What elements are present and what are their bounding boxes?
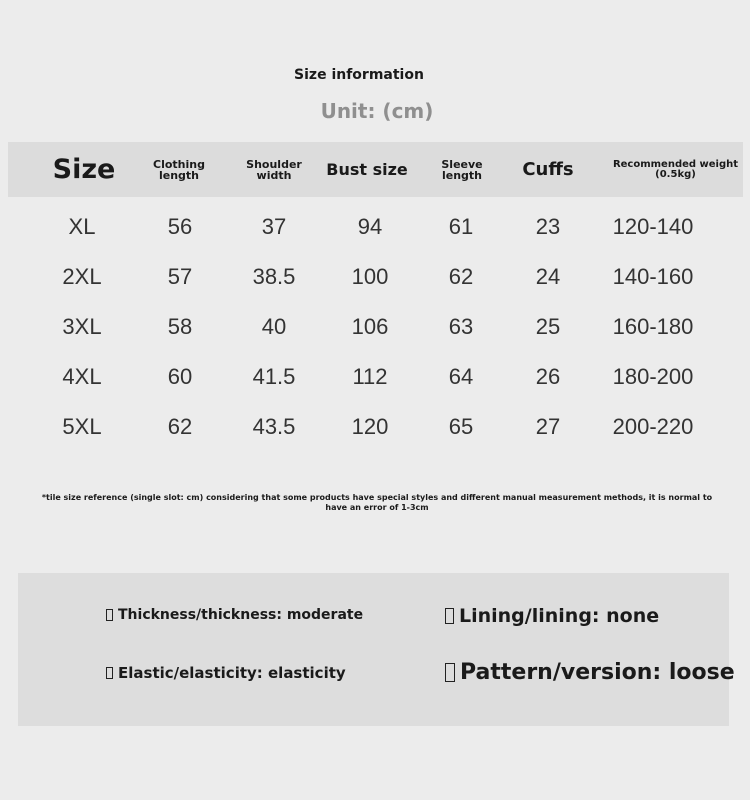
table-row (0, 412, 750, 442)
cell-cuffs: 26 (535, 364, 561, 389)
cell-recommended-weight: 160-180 (612, 314, 694, 339)
cell-sleeve-length: 65 (448, 414, 474, 439)
table-row (0, 212, 750, 242)
unit-label: Unit: (cm) (320, 99, 434, 123)
page-title: Size information (294, 67, 424, 83)
cell-recommended-weight: 180-200 (612, 364, 694, 389)
feature-pattern-label: Pattern/version: loose (460, 660, 735, 685)
header-recommended-weight-label: Recommended weight (612, 158, 739, 170)
header-sleeve-length: Sleeve length (441, 157, 483, 182)
measurement-note: *tile size reference (single slot: cm) considering that some products have special styles and different manual measurement methods, it is normal to have an error of 1-3cm (41, 493, 713, 512)
table-row (0, 362, 750, 392)
cell-cuffs: 27 (535, 414, 561, 439)
cell-bust-size: 112 (352, 364, 388, 389)
cell-bust-size: 100 (351, 264, 389, 289)
cell-size: 3XL (62, 314, 102, 339)
cell-shoulder-width: 41.5 (252, 364, 296, 389)
cell-clothing-length: 58 (167, 314, 193, 339)
header-shoulder-width: Shoulder width (246, 157, 302, 182)
cell-cuffs: 23 (535, 214, 561, 239)
cell-shoulder-width: 38.5 (252, 264, 296, 289)
feature-thickness (106, 607, 363, 623)
cell-sleeve-length: 64 (448, 364, 474, 389)
table-header (8, 142, 743, 197)
feature-lining (445, 605, 659, 627)
feature-lining-label: Lining/lining: none (459, 605, 660, 627)
cell-recommended-weight: 140-160 (612, 264, 694, 289)
cell-clothing-length: 57 (167, 264, 193, 289)
cell-shoulder-width: 37 (261, 214, 287, 239)
feature-elastic (106, 664, 346, 682)
cell-bust-size: 120 (351, 414, 389, 439)
cell-sleeve-length: 63 (448, 314, 474, 339)
cell-cuffs: 24 (535, 264, 561, 289)
fabric-info-box (18, 573, 735, 726)
cell-sleeve-length: 61 (448, 214, 474, 239)
cell-clothing-length: 62 (167, 414, 193, 439)
header-cuffs: Cuffs (522, 158, 574, 180)
cell-clothing-length: 56 (167, 214, 193, 239)
feature-elastic-label: Elastic/elasticity: elasticity (118, 664, 346, 682)
cell-bust-size: 106 (351, 314, 389, 339)
cell-shoulder-width: 40 (261, 314, 287, 339)
header-clothing-length: Clothing length (153, 157, 205, 182)
cell-sleeve-length: 62 (448, 264, 474, 289)
cell-size: XL (68, 214, 96, 239)
box-glyph-icon (106, 667, 113, 679)
box-glyph-icon (445, 663, 455, 682)
table-row (0, 262, 750, 292)
cell-clothing-length: 60 (167, 364, 193, 389)
feature-thickness-label: Thickness/thickness: moderate (118, 607, 364, 623)
cell-recommended-weight: 200-220 (612, 414, 694, 439)
header-recommended-weight (608, 142, 743, 197)
header-recommended-weight-unit: (0.5kg) (655, 168, 696, 180)
feature-pattern (445, 660, 735, 685)
header-bust-size: Bust size (326, 159, 408, 179)
cell-size: 4XL (62, 364, 102, 389)
cell-bust-size: 94 (357, 214, 383, 239)
cell-size: 5XL (62, 414, 102, 439)
cell-shoulder-width: 43.5 (252, 414, 296, 439)
header-size: Size (52, 154, 116, 185)
cell-cuffs: 25 (535, 314, 561, 339)
box-glyph-icon (106, 609, 113, 621)
box-glyph-icon (445, 608, 454, 624)
table-row (0, 312, 750, 342)
cell-recommended-weight: 120-140 (612, 214, 694, 239)
cell-size: 2XL (62, 264, 102, 289)
